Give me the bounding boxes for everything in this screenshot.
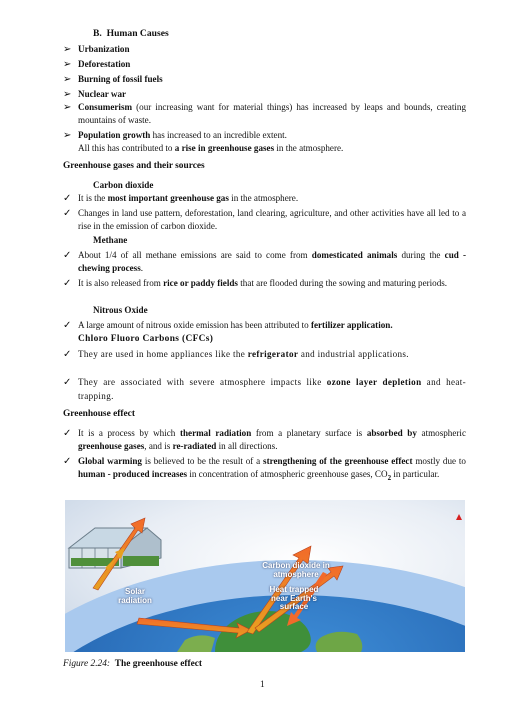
figure-caption: Figure 2.24: The greenhouse effect bbox=[63, 659, 203, 669]
cfc-heading: Chloro Fluoro Carbons (CFCs) bbox=[78, 334, 214, 344]
co2-heading: Carbon dioxide bbox=[93, 180, 154, 190]
heat-trapped-label: Heat trapped near Earth's surface bbox=[269, 585, 319, 611]
arrow-bullet-icon: ➢ bbox=[63, 59, 72, 70]
check-bullet-icon: ✓ bbox=[63, 250, 72, 261]
page-number: 1 bbox=[260, 680, 265, 690]
summary-line: All this has contributed to a rise in greenhouse gases in the atmosphere. bbox=[78, 143, 344, 153]
arrow-bullet-icon: ➢ bbox=[63, 130, 72, 141]
arrow-bullet-icon: ➢ bbox=[63, 44, 72, 55]
check-bullet-icon: ✓ bbox=[63, 428, 72, 439]
check-bullet-icon: ✓ bbox=[63, 193, 72, 204]
solar-radiation-label: Solar radiation bbox=[118, 587, 152, 605]
co2-atmosphere-label: Carbon dioxide in atmosphere bbox=[262, 561, 330, 579]
section-heading-human-causes: B. Human Causes bbox=[93, 28, 169, 39]
check-bullet-icon: ✓ bbox=[63, 208, 72, 219]
effect-heading: Greenhouse effect bbox=[63, 409, 135, 419]
cause-item-consumerism: Consumerism (our increasing want for material things) has increased by leaps and bounds, creating mountains of waste. bbox=[78, 102, 466, 125]
effect-item-1: It is a process by which thermal radiation from a planetary surface is absorbed by atmospheric greenhouse gases, and is re-radiated in all directions. bbox=[78, 428, 466, 451]
arrow-bullet-icon: ➢ bbox=[63, 102, 72, 113]
cfc-item-2: They are associated with severe atmosphere impacts like ozone layer depletion and heat-trapping. bbox=[78, 377, 466, 401]
co2-item-2: Changes in land use pattern, deforestation, land clearing, agriculture, and other activities have all led to a rise in the emission of carbon dioxide. bbox=[78, 208, 466, 231]
greenhouse-effect-figure bbox=[65, 500, 465, 652]
check-bullet-icon: ✓ bbox=[63, 320, 72, 331]
n2o-item-1: A large amount of nitrous oxide emission has been attributed to fertilizer application. bbox=[78, 320, 393, 330]
cfc-item-1: They are used in home appliances like the refrigerator and industrial applications. bbox=[78, 349, 409, 359]
methane-item-2: It is also released from rice or paddy fields that are flooded during the sowing and maturing periods. bbox=[78, 278, 448, 288]
cause-item: Nuclear war bbox=[78, 89, 127, 99]
gases-heading: Greenhouse gases and their sources bbox=[63, 161, 205, 171]
cause-item: Deforestation bbox=[78, 59, 131, 69]
cause-item-population: Population growth has increased to an incredible extent. bbox=[78, 130, 287, 140]
cause-item: Urbanization bbox=[78, 44, 130, 54]
co2-item-1: It is the most important greenhouse gas in the atmosphere. bbox=[78, 193, 299, 203]
n2o-heading: Nitrous Oxide bbox=[93, 305, 148, 315]
check-bullet-icon: ✓ bbox=[63, 456, 72, 467]
methane-item-1: About 1/4 of all methane emissions are said to come from domesticated animals during the cud - chewing process. bbox=[78, 250, 467, 273]
methane-heading: Methane bbox=[93, 235, 128, 245]
arrow-bullet-icon: ➢ bbox=[63, 89, 72, 100]
check-bullet-icon: ✓ bbox=[63, 349, 72, 360]
check-bullet-icon: ✓ bbox=[63, 377, 72, 388]
effect-item-2: Global warming is believed to be the result of a strengthening of the greenhouse effect mostly due to human - produced increases in concentration of atmospheric greenhouse gases, $CO_2$ in particular. bbox=[78, 456, 466, 482]
arrow-bullet-icon: ➢ bbox=[63, 74, 72, 85]
check-bullet-icon: ✓ bbox=[63, 278, 72, 289]
cause-item: Burning of fossil fuels bbox=[78, 74, 163, 84]
